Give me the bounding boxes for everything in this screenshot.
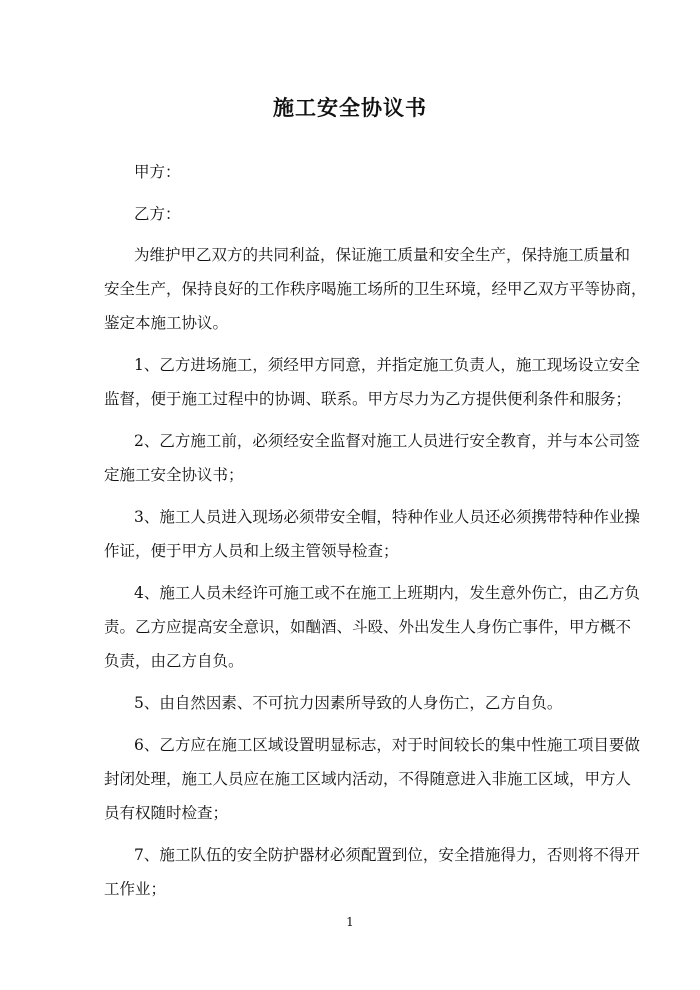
clause-3-line-2: 作证，便于甲方人员和上级主管领导检查； (104, 542, 399, 560)
clause-2-line-1: 2、乙方施工前，必须经安全监督对施工人员进行安全教育，并与本公司签 (134, 432, 640, 450)
clause-4-line-1: 4、施工人员未经许可施工或不在施工上班期内，发生意外伤亡，由乙方负 (134, 584, 640, 602)
clause-1-line-1: 1、乙方进场施工，须经甲方同意，并指定施工负责人，施工现场设立安全 (134, 356, 640, 374)
document-title: 施工安全协议书 (273, 95, 427, 120)
clause-2-line-2: 定施工安全协议书； (104, 466, 244, 484)
page-number: 1 (346, 915, 354, 929)
clause-5-line-1: 5、由自然因素、不可抗力因素所导致的人身伤亡，乙方自负。 (134, 694, 563, 712)
clause-6-line-1: 6、乙方应在施工区域设置明显标志，对于时间较长的集中性施工项目要做 (134, 736, 640, 754)
intro-line-2: 安全生产，保持良好的工作秩序喝施工场所的卫生环境，经甲乙双方平等协商， (104, 280, 647, 298)
clause-6-line-2: 封闭处理，施工人员应在施工区域内活动，不得随意进入非施工区域，甲方人 (104, 770, 632, 788)
clause-4-line-2: 责。乙方应提高安全意识，如酗酒、斗殴、外出发生人身伤亡事件，甲方概不 (104, 618, 632, 636)
intro-line-3: 鉴定本施工协议。 (104, 314, 229, 332)
clause-7-line-2: 工作业； (104, 880, 167, 898)
clause-6-line-3: 员有权随时检查； (104, 804, 229, 822)
clause-1-line-2: 监督，便于施工过程中的协调、联系。甲方尽力为乙方提供便利条件和服务； (104, 390, 632, 408)
party-a-line: 甲方： (134, 163, 181, 181)
clause-7-line-1: 7、施工队伍的安全防护器材必须配置到位，安全措施得力，否则将不得开 (134, 846, 640, 864)
clause-4-line-3: 负责，由乙方自负。 (104, 652, 244, 670)
clause-3-line-1: 3、施工人员进入现场必须带安全帽，特种作业人员还必须携带特种作业操 (134, 508, 640, 526)
party-b-line: 乙方： (134, 205, 181, 223)
intro-line-1: 为维护甲乙双方的共同利益，保证施工质量和安全生产，保持施工质量和 (134, 246, 631, 264)
